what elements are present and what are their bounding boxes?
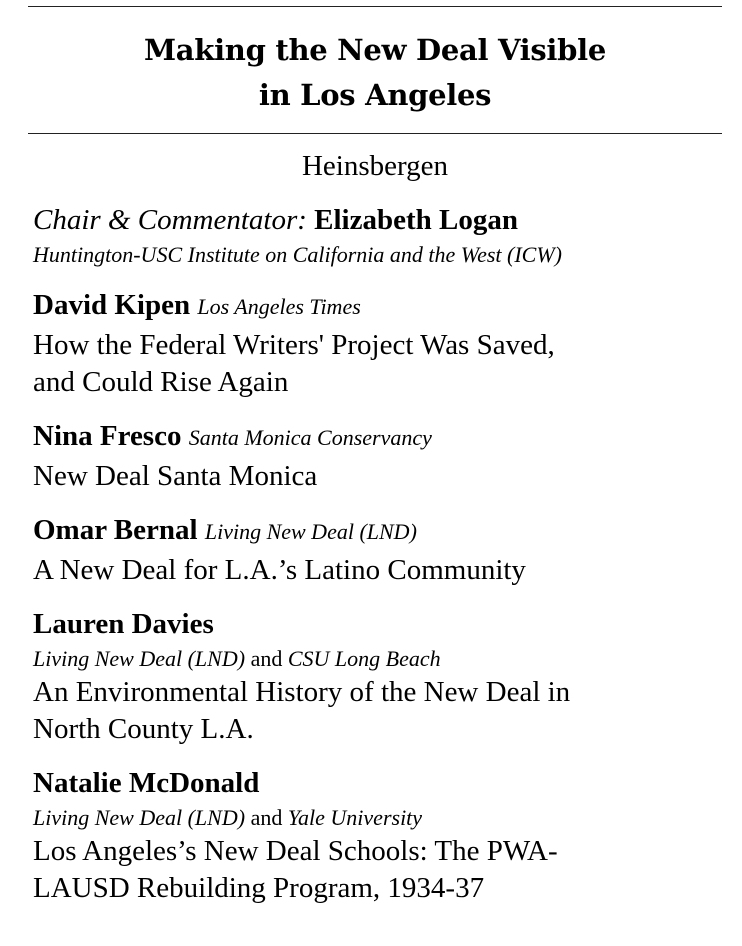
presenter-affiliation: Los Angeles Times — [197, 294, 361, 319]
chair-name: Elizabeth Logan — [314, 204, 518, 236]
affiliation-connector: and — [250, 646, 283, 671]
presentation-title-line: North County L.A. — [33, 713, 254, 745]
presentation-title-line: An Environmental History of the New Deal in — [33, 676, 571, 708]
presenter-affiliation-line — [33, 803, 723, 833]
presenter-entry — [33, 510, 723, 589]
presenter-name-line — [33, 285, 723, 327]
presenter-name-line — [33, 416, 723, 458]
chair-affiliation: Huntington-USC Institute on California and the West (ICW) — [33, 242, 562, 267]
presenter-affiliation: Living New Deal (LND) — [33, 805, 246, 830]
presenter-name-line — [33, 763, 723, 803]
presenter-name: Omar Bernal — [33, 514, 198, 546]
presenter-affiliation-line — [33, 644, 723, 674]
session-title-line-2: in Los Angeles — [258, 78, 492, 112]
presentation-title-line: Los Angeles’s New Deal Schools: The PWA- — [33, 835, 558, 867]
session-room: Heinsbergen — [301, 150, 449, 182]
presentation-title-line: and Could Rise Again — [33, 366, 289, 398]
title-divider — [28, 133, 722, 134]
presenter-affiliation: Yale University — [287, 805, 423, 830]
presenter-name-line — [33, 510, 723, 552]
presenter-affiliation: Santa Monica Conservancy — [188, 425, 432, 450]
presenter-entry — [33, 416, 723, 495]
presenter-affiliation: CSU Long Beach — [287, 646, 441, 671]
presenter-entry — [33, 604, 723, 748]
presentation-title — [33, 327, 723, 401]
affiliation-connector: and — [250, 805, 283, 830]
presenter-name: Lauren Davies — [33, 608, 214, 640]
presenter-entry — [33, 763, 723, 907]
chair-line — [33, 200, 723, 240]
presenter-name: Nina Fresco — [33, 420, 182, 452]
presenter-name-line — [33, 604, 723, 644]
presentation-title — [33, 458, 723, 495]
presenter-name: Natalie McDonald — [33, 767, 260, 799]
presentation-title — [33, 552, 723, 589]
session-program — [33, 200, 723, 907]
presentation-title — [33, 674, 723, 748]
presentation-title-line: How the Federal Writers' Project Was Saved, — [33, 329, 555, 361]
presenter-affiliation: Living New Deal (LND) — [204, 519, 417, 544]
presentation-title-line: New Deal Santa Monica — [33, 460, 318, 492]
top-divider — [28, 6, 722, 7]
chair-affiliation-line — [33, 240, 723, 270]
presentation-title-line: A New Deal for L.A.’s Latino Community — [33, 554, 526, 586]
presenter-name: David Kipen — [33, 289, 191, 321]
presentation-title-line: LAUSD Rebuilding Program, 1934-37 — [33, 872, 485, 904]
session-title-line-1: Making the New Deal Visible — [143, 33, 606, 67]
presenter-affiliation: Living New Deal (LND) — [33, 646, 246, 671]
chair-entry — [33, 200, 723, 270]
chair-role: Chair & Commentator: — [33, 204, 307, 236]
presentation-title — [33, 833, 723, 907]
session-title — [28, 28, 722, 118]
presenter-entry — [33, 285, 723, 401]
